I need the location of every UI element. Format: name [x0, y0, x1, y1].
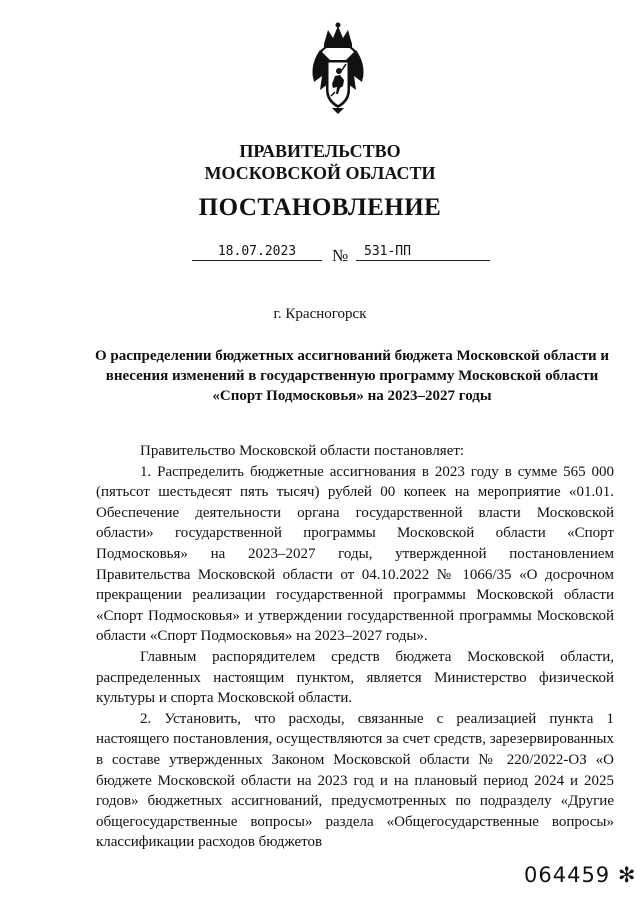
coat-of-arms-icon	[302, 20, 374, 116]
city-name: г. Красногорск	[273, 306, 367, 322]
paragraph-preamble: Правительство Московской области постановляет:	[140, 443, 465, 459]
paragraph-item-1: 1. Распределить бюджетные ассигнования в 2023 году в сумме 565 000 (пятьсот шестьдесят пять тысяч) рублей 00 копеек на мероприятие «01.01. Обеспечение деятельности органа государственной власти Московской области» государственной программы Московской области «Спорт Подмосковья» на 2023–2027 годы, утвержденной постановлением Правительства Московской области от 04.10.2022 № 1066/35 «О досрочном прекращении реализации государственной программы Московской области «Спорт Подмосковья» и утверждении государственной программы Московской области «Спорт Подмосковья» на 2023–2027 годы».	[96, 463, 614, 645]
document-type: ПОСТАНОВЛЕНИЕ	[198, 194, 442, 221]
decree-date: 18.07.2023	[192, 244, 322, 261]
number-sign: №	[332, 246, 349, 265]
decree-body	[96, 441, 614, 853]
decree-title: О распределении бюджетных ассигнований бюджета Московской области и внесения изменений в государственную программу Московской области «Спорт Подмосковья» на 2023–2027 годы	[94, 348, 610, 404]
decree-number: 531-ПП	[356, 244, 490, 261]
org-name-line1: ПРАВИТЕЛЬСТВО	[239, 141, 401, 161]
paragraph-item-2: 2. Установить, что расходы, связанные с реализацией пункта 1 настоящего постановления, осуществляются за счет средств, зарезервированных в составе утвержденных Законом Московской области № 220/2022-ОЗ «О бюджете Московской области на 2023 год и на плановый период 2024 и 2025 годов» бюджетных ассигнований, предусмотренных по подразделу «Другие общегосударственные вопросы» раздела «Общегосударственные вопросы» классификации расходов бюджетов	[96, 710, 614, 851]
paragraph-item-1-manager: Главным распорядителем средств бюджета Московской области, распределенных настоящим пунктом, является Министерство физической культуры и спорта Московской области.	[96, 648, 614, 707]
registration-stamp: 064459 ✻	[524, 863, 637, 887]
org-name-line2: МОСКОВСКОЙ ОБЛАСТИ	[204, 163, 436, 183]
